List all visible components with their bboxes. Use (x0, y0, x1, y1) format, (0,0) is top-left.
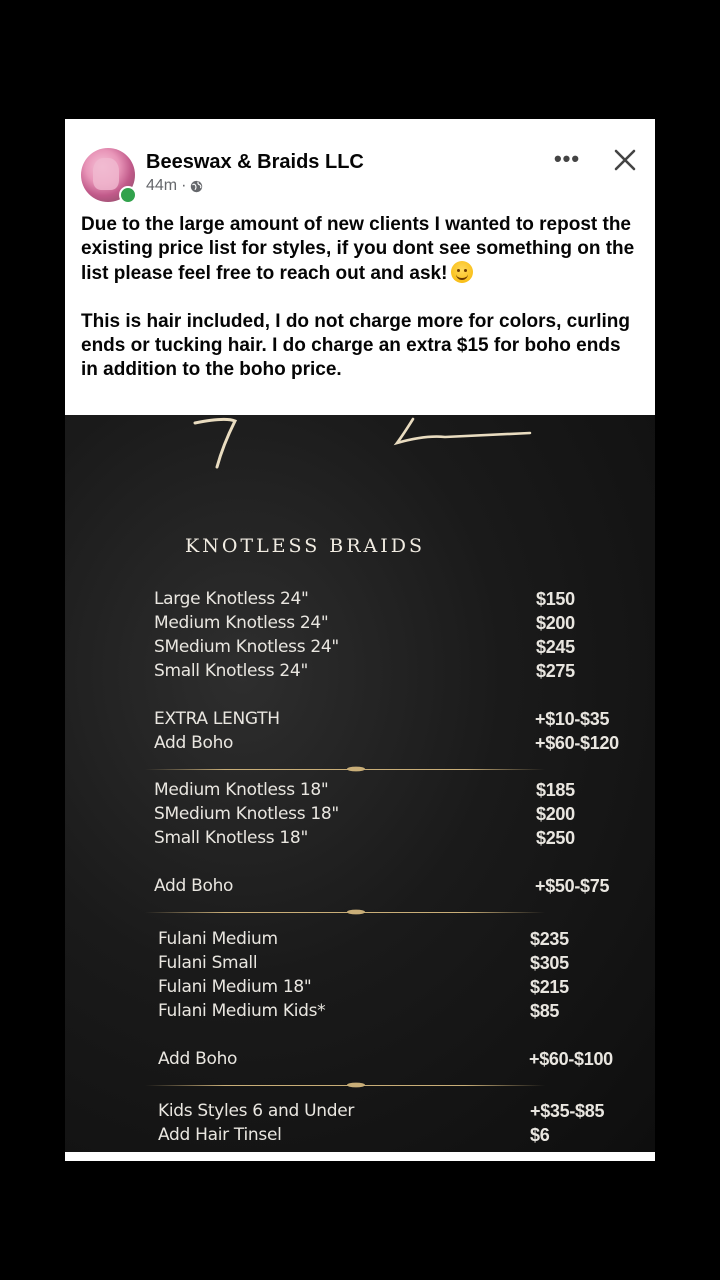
meta-separator: · (181, 177, 187, 194)
item-name: Add Boho (158, 1049, 238, 1069)
post-paragraph-1 (81, 213, 641, 286)
item-name: Fulani Medium 18" (158, 977, 312, 997)
item-name: Small Knotless 24" (154, 661, 308, 681)
card-bottom-border (65, 1152, 655, 1161)
smiling-face-emoji-icon (451, 261, 473, 283)
price-list-image[interactable] (65, 415, 655, 1152)
facebook-post-card (65, 119, 655, 1161)
avatar-image (93, 158, 119, 190)
page-name-link[interactable]: Beeswax & Braids LLC (146, 151, 364, 173)
item-name: Fulani Medium (158, 929, 278, 949)
post-paragraph-1-text: Due to the large amount of new clients I wanted to repost the existing price list for styles, if you dont see something on the list please feel free to reach out and ask! (81, 214, 635, 284)
item-price: $305 (530, 953, 569, 973)
item-name: Large Knotless 24" (154, 589, 309, 609)
item-name: Medium Knotless 18" (154, 780, 329, 800)
item-name: Fulani Small (158, 953, 258, 973)
item-name: EXTRA LENGTH (154, 709, 280, 729)
item-price: $235 (530, 929, 569, 949)
item-price: +$35-$85 (530, 1101, 605, 1121)
page-avatar[interactable] (81, 148, 135, 202)
post-text (81, 213, 641, 382)
item-price: +$10-$35 (535, 709, 610, 729)
item-price: $200 (536, 804, 575, 824)
price-list-title: KNOTLESS BRAIDS (185, 535, 426, 557)
post-header (65, 119, 655, 415)
item-price: +$60-$100 (529, 1049, 613, 1069)
close-icon[interactable] (611, 146, 639, 174)
item-price: +$60-$120 (535, 733, 619, 753)
item-price: $6 (530, 1125, 550, 1145)
item-price: $150 (536, 589, 575, 609)
divider-ornament-icon (339, 766, 373, 772)
online-status-dot (119, 186, 137, 204)
item-price: $250 (536, 828, 575, 848)
item-name: SMedium Knotless 24" (154, 637, 339, 657)
divider-ornament-icon (339, 909, 373, 915)
globe-icon (190, 180, 203, 193)
post-meta (146, 177, 203, 195)
script-logo-fragment-icon (185, 415, 545, 475)
item-price: $85 (530, 1001, 560, 1021)
item-name: SMedium Knotless 18" (154, 804, 339, 824)
item-name: Kids Styles 6 and Under (158, 1101, 355, 1121)
post-paragraph-2: This is hair included, I do not charge more for colors, curling ends or tucking hair. I do charge an extra $15 for boho ends in addition to the boho price. (81, 311, 630, 380)
item-name: Add Hair Tinsel (158, 1125, 282, 1145)
item-name: Add Boho (154, 733, 234, 753)
item-name: Medium Knotless 24" (154, 613, 329, 633)
item-price: $185 (536, 780, 575, 800)
item-price: +$50-$75 (535, 876, 610, 896)
divider-ornament-icon (339, 1082, 373, 1088)
item-name: Add Boho (154, 876, 234, 896)
item-price: $200 (536, 613, 575, 633)
item-price: $215 (530, 977, 569, 997)
item-price: $245 (536, 637, 575, 657)
post-timestamp[interactable]: 44m (146, 177, 178, 194)
item-name: Small Knotless 18" (154, 828, 308, 848)
more-options-icon[interactable]: ••• (553, 146, 581, 171)
item-name: Fulani Medium Kids* (158, 1001, 326, 1021)
item-price: $275 (536, 661, 575, 681)
